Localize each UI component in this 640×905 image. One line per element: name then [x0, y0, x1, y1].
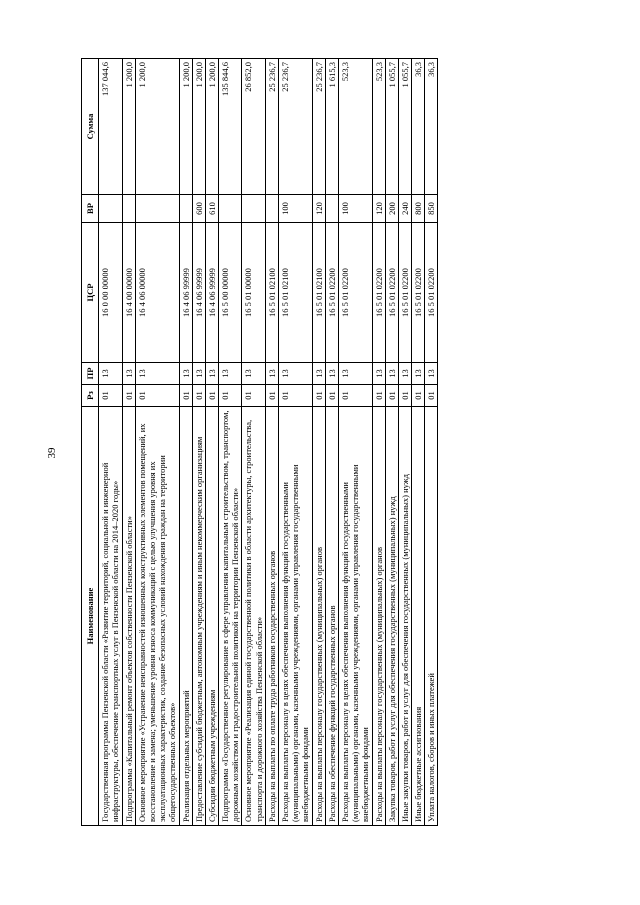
cell-vr — [265, 195, 278, 223]
cell-rz: 01 — [135, 385, 179, 407]
table-row — [135, 59, 179, 826]
cell-pr: 13 — [385, 363, 398, 385]
cell-rz: 01 — [325, 385, 338, 407]
cell-name: Расходы на выплаты персоналу в целях обеспечения выполнения функций государственными (муниципальными) органами, казенными учреждениями, органами управления государственными внебюджетными фондами — [279, 407, 313, 826]
cell-vr: 240 — [398, 195, 411, 223]
cell-sum: 137 044,6 — [99, 59, 122, 195]
cell-name: Расходы на выплаты персоналу в целях обеспечения выполнения функций государственными (муниципальными) органами, казенными учреждениями, органами управления государственными внебюджетными фондами — [338, 407, 372, 826]
cell-csr: 16 4 00 00000 — [122, 223, 135, 363]
header-csr: ЦСР — [82, 223, 99, 363]
cell-name: Субсидии бюджетным учреждениям — [205, 407, 218, 826]
table-row — [372, 59, 385, 826]
cell-vr: 100 — [338, 195, 372, 223]
cell-pr: 13 — [99, 363, 122, 385]
cell-rz: 01 — [122, 385, 135, 407]
cell-pr: 13 — [265, 363, 278, 385]
cell-csr: 16 4 06 99999 — [192, 223, 205, 363]
cell-csr: 16 4 06 00000 — [135, 223, 179, 363]
cell-rz: 01 — [192, 385, 205, 407]
cell-sum: 25 236,7 — [279, 59, 313, 195]
cell-rz: 01 — [279, 385, 313, 407]
cell-rz: 01 — [338, 385, 372, 407]
table-row — [338, 59, 372, 826]
table-row — [425, 59, 438, 826]
cell-vr: 200 — [385, 195, 398, 223]
table-row — [279, 59, 313, 826]
rotated-page-content — [81, 59, 561, 826]
cell-rz: 01 — [205, 385, 218, 407]
cell-sum: 523,3 — [338, 59, 372, 195]
table-header-row — [82, 59, 99, 826]
table-row — [205, 59, 218, 826]
cell-rz: 01 — [242, 385, 265, 407]
cell-pr: 13 — [338, 363, 372, 385]
cell-sum: 26 852,0 — [242, 59, 265, 195]
cell-pr: 13 — [242, 363, 265, 385]
table-row — [385, 59, 398, 826]
cell-sum: 25 236,7 — [265, 59, 278, 195]
cell-csr: 16 4 06 99999 — [205, 223, 218, 363]
cell-rz: 01 — [312, 385, 325, 407]
cell-csr: 16 5 01 02200 — [372, 223, 385, 363]
cell-csr: 16 4 06 99999 — [179, 223, 192, 363]
cell-rz: 01 — [372, 385, 385, 407]
budget-table — [81, 58, 438, 826]
cell-vr: 100 — [279, 195, 313, 223]
cell-sum: 1 200,0 — [135, 59, 179, 195]
cell-csr: 16 5 01 02200 — [338, 223, 372, 363]
cell-csr: 16 5 01 02100 — [265, 223, 278, 363]
cell-pr: 13 — [279, 363, 313, 385]
cell-pr: 13 — [398, 363, 411, 385]
cell-vr — [179, 195, 192, 223]
cell-name: Расходы на выплаты персоналу государственных (муниципальных) органов — [372, 407, 385, 826]
cell-vr — [325, 195, 338, 223]
cell-csr: 16 5 01 02200 — [398, 223, 411, 363]
cell-vr: 850 — [425, 195, 438, 223]
cell-pr: 13 — [122, 363, 135, 385]
header-name: Наименование — [82, 407, 99, 826]
cell-name: Основное мероприятие «Устранение неисправностей изношенных конструктивных элементов помещений, их восстановление и замена; уменьшение уровня износа коммуникаций с целью улучшения уровня их эксплуатационных характеристик, создание безопасных условий нахождения граждан на территории общегосударственных объектов» — [135, 407, 179, 826]
table-row — [412, 59, 425, 826]
cell-pr: 13 — [325, 363, 338, 385]
cell-vr — [122, 195, 135, 223]
cell-pr: 13 — [425, 363, 438, 385]
cell-sum: 1 200,0 — [205, 59, 218, 195]
cell-name: Основное мероприятие «Реализация единой государственной политики в области архитектуры, строительства, транспорта и дорожного хозяйства Пензенской области» — [242, 407, 265, 826]
cell-pr: 13 — [179, 363, 192, 385]
cell-name: Реализация отдельных мероприятий — [179, 407, 192, 826]
table-row — [122, 59, 135, 826]
cell-vr — [135, 195, 179, 223]
cell-pr: 13 — [205, 363, 218, 385]
cell-name: Иные бюджетные ассигнования — [412, 407, 425, 826]
cell-csr: 16 0 00 00000 — [99, 223, 122, 363]
cell-vr — [242, 195, 265, 223]
cell-csr: 16 5 01 02200 — [385, 223, 398, 363]
cell-sum: 1 615,3 — [325, 59, 338, 195]
cell-csr: 16 5 01 02200 — [425, 223, 438, 363]
cell-name: Закупка товаров, работ и услуг для обеспечения государственных (муниципальных) нужд — [385, 407, 398, 826]
cell-sum: 1 200,0 — [192, 59, 205, 195]
cell-sum: 1 055,7 — [398, 59, 411, 195]
cell-csr: 16 5 01 02200 — [412, 223, 425, 363]
table-row — [179, 59, 192, 826]
table-row — [265, 59, 278, 826]
table-body — [99, 59, 438, 826]
cell-csr: 16 5 01 02200 — [325, 223, 338, 363]
cell-name: Подпрограмма «Государственное регулирование в сфере управления капитальным строительством, транспортом, дорожным хозяйством и градостроительной политикой на территории Пензенской области» — [219, 407, 242, 826]
cell-rz: 01 — [219, 385, 242, 407]
cell-vr: 600 — [192, 195, 205, 223]
cell-csr: 16 5 01 02100 — [312, 223, 325, 363]
header-pr: ПР — [82, 363, 99, 385]
cell-pr: 13 — [192, 363, 205, 385]
cell-name: Расходы на выплаты по оплате труда работников государственных органов — [265, 407, 278, 826]
cell-rz: 01 — [398, 385, 411, 407]
cell-csr: 16 5 01 00000 — [242, 223, 265, 363]
cell-name: Расходы на обеспечение функций государственных органов — [325, 407, 338, 826]
cell-rz: 01 — [425, 385, 438, 407]
header-sum: Сумма — [82, 59, 99, 195]
cell-sum: 135 844,6 — [219, 59, 242, 195]
header-vr: ВР — [82, 195, 99, 223]
cell-vr: 120 — [312, 195, 325, 223]
cell-name: Предоставление субсидий бюджетным, автономным учреждениям и иным некоммерческим организациям — [192, 407, 205, 826]
cell-vr — [99, 195, 122, 223]
cell-name: Государственная программа Пензенской области «Развитие территорий, социальной и инженерной инфраструктуры, обеспечение транспортных услуг в Пензенской области на 2014–2020 годы» — [99, 407, 122, 826]
cell-rz: 01 — [265, 385, 278, 407]
cell-sum: 523,3 — [372, 59, 385, 195]
cell-name: Подпрограмма «Капитальный ремонт объектов собственности Пензенской области» — [122, 407, 135, 826]
table-row — [312, 59, 325, 826]
cell-name: Иные закупки товаров, работ и услуг для обеспечения государственных (муниципальных) нужд — [398, 407, 411, 826]
cell-rz: 01 — [385, 385, 398, 407]
header-rz: Рз — [82, 385, 99, 407]
table-row — [219, 59, 242, 826]
cell-pr: 13 — [135, 363, 179, 385]
cell-csr: 16 5 00 00000 — [219, 223, 242, 363]
cell-sum: 36,3 — [412, 59, 425, 195]
page-number: 39 — [46, 447, 58, 459]
cell-vr: 800 — [412, 195, 425, 223]
cell-rz: 01 — [99, 385, 122, 407]
cell-pr: 13 — [219, 363, 242, 385]
table-row — [192, 59, 205, 826]
table-row — [325, 59, 338, 826]
cell-pr: 13 — [412, 363, 425, 385]
cell-name: Уплата налогов, сборов и иных платежей — [425, 407, 438, 826]
cell-pr: 13 — [312, 363, 325, 385]
cell-vr: 120 — [372, 195, 385, 223]
cell-sum: 1 200,0 — [122, 59, 135, 195]
cell-sum: 36,3 — [425, 59, 438, 195]
cell-sum: 1 200,0 — [179, 59, 192, 195]
cell-sum: 1 055,7 — [385, 59, 398, 195]
table-row — [398, 59, 411, 826]
cell-name: Расходы на выплаты персоналу государственных (муниципальных) органов — [312, 407, 325, 826]
cell-vr: 610 — [205, 195, 218, 223]
cell-csr: 16 5 01 02100 — [279, 223, 313, 363]
cell-sum: 25 236,7 — [312, 59, 325, 195]
table-row — [242, 59, 265, 826]
cell-rz: 01 — [179, 385, 192, 407]
cell-pr: 13 — [372, 363, 385, 385]
cell-vr — [219, 195, 242, 223]
cell-rz: 01 — [412, 385, 425, 407]
table-row — [99, 59, 122, 826]
